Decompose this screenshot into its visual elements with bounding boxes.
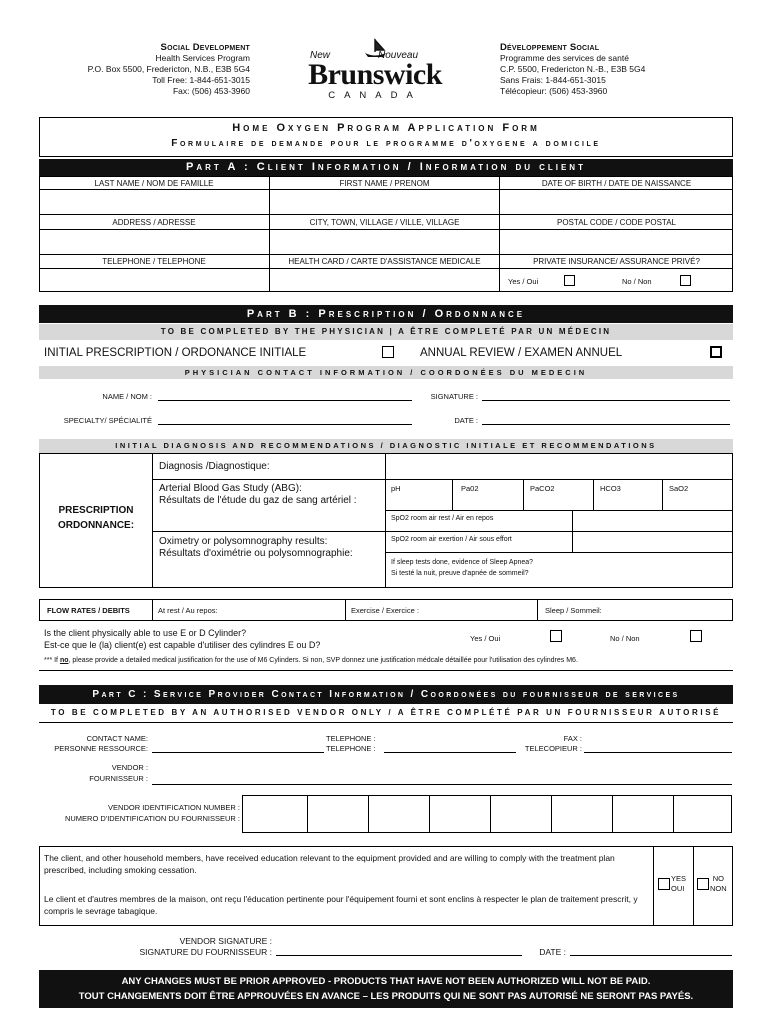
vendor-id-divider <box>612 795 613 833</box>
cylinder-question-en: Is the client physically able to use E or D Cylinder? <box>44 628 247 638</box>
oui-text: OUI <box>671 884 685 893</box>
diag-divider <box>152 531 385 532</box>
vendor-id-label <box>40 802 240 824</box>
spo2-exertion-field[interactable] <box>573 532 732 552</box>
flow-sleep-label: Sleep / Sommeil: <box>545 606 602 615</box>
part-b-header: Part B : Prescription / Ordonnance <box>39 305 733 323</box>
abg-label-fr: Résultats de l'étude du gaz de sang artériel : <box>159 495 357 506</box>
prescription-label <box>40 503 152 533</box>
annual-review-label: ANNUAL REVIEW / EXAMEN ANNUEL <box>420 347 623 359</box>
contact-name-fr: PERSONNE RESSOURCE: <box>54 744 148 753</box>
label-last-name: LAST NAME / NOM DE FAMILLE <box>94 179 214 188</box>
part-a-header: Part A : Client Information / Information du client <box>39 159 733 176</box>
telephone-fr: TELEPHONE : <box>326 744 376 753</box>
physician-name-line[interactable] <box>158 400 412 401</box>
vendor-line[interactable] <box>152 784 732 785</box>
initial-prescription-label: INITIAL PRESCRIPTION / ORDONANCE INITIALE <box>44 347 307 359</box>
header-left-line: Fax: (506) 453-3960 <box>172 86 250 96</box>
header-right-line: C.P. 5500, Fredericton N.-B., E3B 5G4 <box>500 64 646 74</box>
telephone-field[interactable] <box>40 269 269 291</box>
header-right <box>500 42 720 97</box>
vendor-signature-fr: SIGNATURE DU FOURNISSEUR : <box>139 947 272 957</box>
education-no-label <box>710 874 727 894</box>
education-text-en: The client, and other household members, have received education relevant to the equipment provided and are willing to comply with the treatment plan prescribed, including smoking cessation. <box>44 853 615 875</box>
fax-line[interactable] <box>584 752 732 753</box>
vendor-signature-en: VENDOR SIGNATURE : <box>179 936 272 946</box>
diag-divider <box>152 479 733 480</box>
vendor-label <box>40 762 148 784</box>
education-text-fr: Le client et d'autres membres de la maison, ont reçu l'éducation pertinente pour l'équipement fourni et sont enclins à respecter le plan de traitement prescrit, y compris le sevrage tabagique. <box>44 894 638 916</box>
non-text: NON <box>710 884 727 893</box>
logo-canada: CANADA <box>328 90 422 101</box>
note-no: no <box>59 657 69 664</box>
part-a-divider <box>39 254 733 255</box>
physician-signature-label: SIGNATURE : <box>430 392 478 401</box>
abg-pa02-label: Pa02 <box>461 484 479 493</box>
header-right-line: Programme des services de santé <box>500 53 629 63</box>
cylinder-question <box>44 627 320 651</box>
annual-review-checkbox[interactable] <box>710 346 722 358</box>
flow-rates-label: FLOW RATES / DEBITS <box>47 606 130 615</box>
abg-paco2-label: PaCO2 <box>530 484 555 493</box>
telephone-en: TELEPHONE : <box>326 734 376 743</box>
oximetry-label-en: Oximetry or polysomnography results: <box>159 536 328 547</box>
m6-justification-note <box>44 657 578 664</box>
label-private-insurance: PRIVATE INSURANCE/ ASSURANCE PRIVÉ? <box>533 257 700 266</box>
vendor-id-divider <box>490 795 491 833</box>
header-right-line: Télécopieur: (506) 453-3960 <box>500 86 608 96</box>
footer-line-en: ANY CHANGES MUST BE PRIOR APPROVED - PRODUCTS THAT HAVE NOT BEEN AUTHORIZED WILL NOT BE PAID. <box>121 976 651 987</box>
logo-brunswick: Brunswick <box>308 58 442 91</box>
fax-fr: TELECOPIEUR : <box>524 744 582 753</box>
no-text: NO <box>712 874 724 883</box>
diagnosis-band: INITIAL DIAGNOSIS AND RECOMMENDATIONS / DIAGNOSTIC INITIALE ET RECOMMENDATIONS <box>39 439 733 453</box>
initial-prescription-checkbox[interactable] <box>382 346 394 358</box>
health-card-field[interactable] <box>270 269 499 291</box>
form-title-fr: Formulaire de demande pour le programme d'oxygene a domicile <box>171 138 601 149</box>
diag-divider <box>593 479 594 510</box>
city-field[interactable] <box>270 230 499 254</box>
sleep-apnea-label <box>391 557 533 579</box>
sleep-apnea-en: If sleep tests done, evidence of Sleep Apnea? <box>391 559 534 566</box>
flow-divider <box>345 599 346 621</box>
vendor-id-fr: NUMERO D'IDENTIFICATION DU FOURNISSEUR : <box>64 814 240 823</box>
education-divider <box>693 846 694 926</box>
vendor-telephone-line[interactable] <box>384 752 516 753</box>
physician-name-label: NAME / NOM : <box>102 392 152 401</box>
vendor-id-divider <box>551 795 552 833</box>
contact-name-label <box>40 734 148 754</box>
header-left-title: Social Development <box>160 42 250 53</box>
prescription-fr: ORDONNANCE: <box>57 520 135 531</box>
note-rest: , please provide a detailed medical justification for the use of M6 Cylinders. Si non, SVP donnez une justification médcale détaillée pour l'utilisation des cylindres M6. <box>68 657 578 664</box>
flow-exercise-label: Exercise / Exercice : <box>351 606 419 615</box>
logo-nouveau: Nouveau <box>378 50 419 61</box>
diag-divider <box>152 453 153 588</box>
flow-divider <box>537 599 538 621</box>
last-name-field[interactable] <box>40 190 269 214</box>
physician-contact-band: PHYSICIAN CONTACT INFORMATION / COORDONÉES DU MEDECIN <box>39 366 733 379</box>
sleep-apnea-fr: Si testé la nuit, preuve d'apnée de sommeil? <box>391 570 529 577</box>
header-left-line: P.O. Box 5500, Fredericton, N.B., E3B 5G4 <box>87 64 250 74</box>
header-left-line: Toll Free: 1-844-651-3015 <box>152 75 250 85</box>
abg-ph-label: pH <box>391 484 401 493</box>
vendor-en: VENDOR : <box>111 763 148 772</box>
physician-date-line[interactable] <box>482 424 730 425</box>
vendor-signature-line[interactable] <box>276 955 522 956</box>
yes-text: YES <box>671 874 687 883</box>
abg-label <box>159 483 357 507</box>
part-b-bottom-rule <box>39 670 733 671</box>
header-right-line: Sans Frais: 1-844-651-3015 <box>500 75 606 85</box>
diag-divider <box>662 479 663 510</box>
abg-sao2-label: SaO2 <box>669 484 689 493</box>
label-postal: POSTAL CODE / CODE POSTAL <box>557 218 676 227</box>
spo2-rest-label: SpO2 room air rest / Air en repos <box>391 515 494 522</box>
footer-line-fr: TOUT CHANGEMENTS DOIT ÊTRE APPROUVÉES EN AVANCE – LES PRODUITS QUI NE SONT PAS AUTORISÉ NE SERONT PAS PAYÉS. <box>78 991 694 1002</box>
abg-label-en: Arterial Blood Gas Study (ABG): <box>159 483 302 494</box>
dob-field[interactable] <box>500 190 732 214</box>
diagnosis-field[interactable] <box>386 454 732 479</box>
vendor-date-label: DATE : <box>539 947 566 957</box>
contact-name-en: CONTACT NAME: <box>86 734 148 743</box>
flow-rest-label: At rest / Au repos: <box>158 606 218 615</box>
label-city: CITY, TOWN, VILLAGE / VILLE, VILLAGE <box>309 218 460 227</box>
abg-hco3-label: HCO3 <box>600 484 621 493</box>
oximetry-label <box>159 536 353 560</box>
insurance-no-label: No / Non <box>622 277 652 286</box>
specialty-label: SPECIALTY/ SPÉCIALITÉ <box>63 416 152 425</box>
note-prefix: *** If <box>44 657 60 664</box>
label-dob: DATE OF BIRTH / DATE DE NAISSANCE <box>541 179 692 188</box>
education-no-checkbox[interactable] <box>697 878 709 890</box>
diag-divider <box>523 479 524 510</box>
physician-date-label: DATE : <box>454 416 478 425</box>
specialty-line[interactable] <box>158 424 412 425</box>
vendor-signature-label <box>100 936 272 958</box>
telephone-label <box>326 734 376 754</box>
oximetry-label-fr: Résultats d'oximétrie ou polysomnographie: <box>159 548 353 559</box>
vendor-id-divider <box>307 795 308 833</box>
first-name-field[interactable] <box>270 190 499 214</box>
part-c-sub-rule <box>39 722 733 723</box>
education-yes-checkbox[interactable] <box>658 878 670 890</box>
vendor-id-en: VENDOR IDENTIFICATION NUMBER : <box>108 803 240 812</box>
postal-field[interactable] <box>500 230 732 254</box>
header-right-title: Développement Social <box>500 42 600 53</box>
label-health-card: HEALTH CARD / CARTE D'ASSISTANCE MEDICALE <box>288 257 481 266</box>
header-left <box>60 42 250 97</box>
vendor-id-divider <box>429 795 430 833</box>
form-title-box <box>39 117 733 157</box>
footer-warning <box>39 970 733 1008</box>
cylinder-yes-label: Yes / Oui <box>470 634 501 643</box>
prescription-en: PRESCRIPTION <box>58 505 134 516</box>
flow-divider <box>152 599 153 621</box>
contact-name-line[interactable] <box>152 752 324 753</box>
label-telephone: TELEPHONE / TELEPHONE <box>102 257 206 266</box>
new-brunswick-logo <box>300 38 450 104</box>
cylinder-no-label: No / Non <box>610 634 640 643</box>
vendor-date-line[interactable] <box>570 955 732 956</box>
part-c-header: Part C : Service Provider Contact Information / Coordonées du fournisseur de services <box>39 685 733 704</box>
vendor-id-divider <box>368 795 369 833</box>
fax-label <box>518 734 582 754</box>
insurance-yes-checkbox[interactable] <box>564 275 575 286</box>
vendor-id-divider <box>673 795 674 833</box>
header-left-line: Health Services Program <box>155 53 250 63</box>
physician-signature-line[interactable] <box>482 400 730 401</box>
logo-new: New <box>310 50 331 61</box>
insurance-no-checkbox[interactable] <box>680 275 691 286</box>
spo2-rest-field[interactable] <box>573 511 732 531</box>
cylinder-question-fr: Est-ce que le (la) client(e) est capable d'utiliser des cylindres E ou D? <box>44 640 321 650</box>
label-first-name: FIRST NAME / PRENOM <box>339 179 430 188</box>
part-c-subheader: TO BE COMPLETED BY AN AUTHORISED VENDOR ONLY / A ÊTRE COMPLÉTÉ PAR UN FOURNISSEUR AUTORISÉ <box>50 708 722 717</box>
diagnosis-label: Diagnosis /Diagnostique: <box>159 461 270 472</box>
part-b-subheader: TO BE COMPLETED BY THE PHYSICIAN | A ÊTRE COMPLETÉ PAR UN MÉDECIN <box>39 324 733 340</box>
cylinder-no-checkbox[interactable] <box>690 630 702 642</box>
education-divider <box>653 846 654 926</box>
vendor-id-boxes[interactable] <box>242 795 732 833</box>
insurance-yes-label: Yes / Oui <box>508 277 539 286</box>
form-title-en: Home Oxygen Program Application Form <box>232 122 540 134</box>
address-field[interactable] <box>40 230 269 254</box>
diag-divider <box>452 479 453 510</box>
education-yes-label <box>671 874 686 894</box>
part-a-divider <box>39 214 733 215</box>
fax-en: FAX : <box>563 734 582 743</box>
cylinder-yes-checkbox[interactable] <box>550 630 562 642</box>
vendor-fr: FOURNISSEUR : <box>89 774 148 783</box>
spo2-exertion-label: SpO2 room air exertion / Air sous effort <box>391 536 512 543</box>
label-address: ADDRESS / ADRESSE <box>112 218 196 227</box>
diag-divider <box>385 552 733 553</box>
